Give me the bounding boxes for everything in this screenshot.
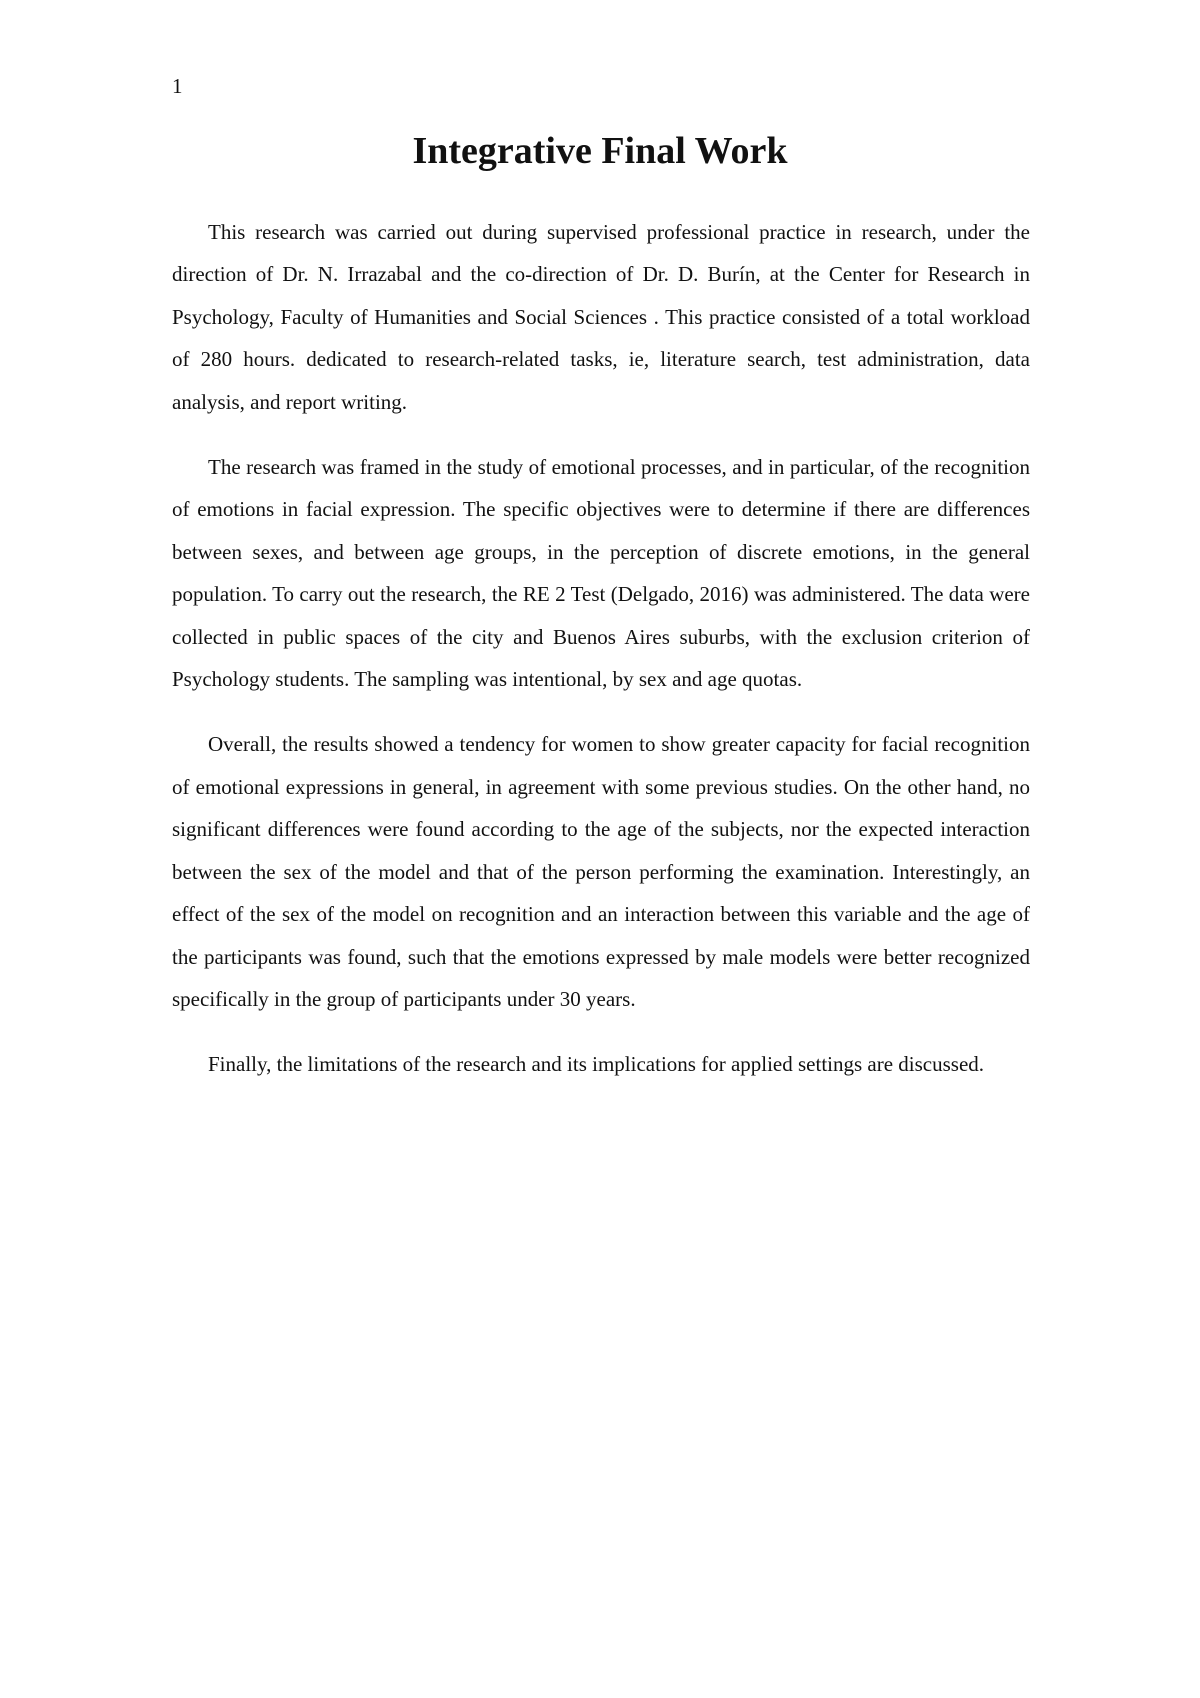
paragraph-3: Overall, the results showed a tendency for women to show greater capacity for facial recognition of emotional expressions in general, in agreement with some previous studies. On the other hand, no significant differences were found according to the age of the subjects, nor the expected interaction between the sex of the model and that of the person performing the examination. Interestingly, an effect of the sex of the model on recognition and an interaction between this variable and the age of the participants was found, such that the emotions expressed by male models were better recognized specifically in the group of participants under 30 years.	[172, 732, 1030, 1011]
document-body	[172, 211, 1030, 1109]
paragraph-2: The research was framed in the study of emotional processes, and in particular, of the recognition of emotions in facial expression. The specific objectives were to determine if there are differences between sexes, and between age groups, in the perception of discrete emotions, in the general population. To carry out the research, the RE 2 Test (Delgado, 2016) was administered. The data were collected in public spaces of the city and Buenos Aires suburbs, with the exclusion criterion of Psychology students. The sampling was intentional, by sex and age quotas.	[172, 455, 1030, 692]
paragraph-1: This research was carried out during supervised professional practice in research, under the direction of Dr. N. Irrazabal and the co-direction of Dr. D. Burín, at the Center for Research in Psychology, Faculty of Humanities and Social Sciences . This practice consisted of a total workload of 280 hours. dedicated to research-related tasks, ie, literature search, test administration, data analysis, and report writing.	[172, 220, 1030, 414]
page-number: 1	[172, 74, 183, 98]
document-title: Integrative Final Work	[412, 130, 788, 172]
paragraph-4: Finally, the limitations of the research and its implications for applied settings are discussed.	[208, 1052, 985, 1077]
